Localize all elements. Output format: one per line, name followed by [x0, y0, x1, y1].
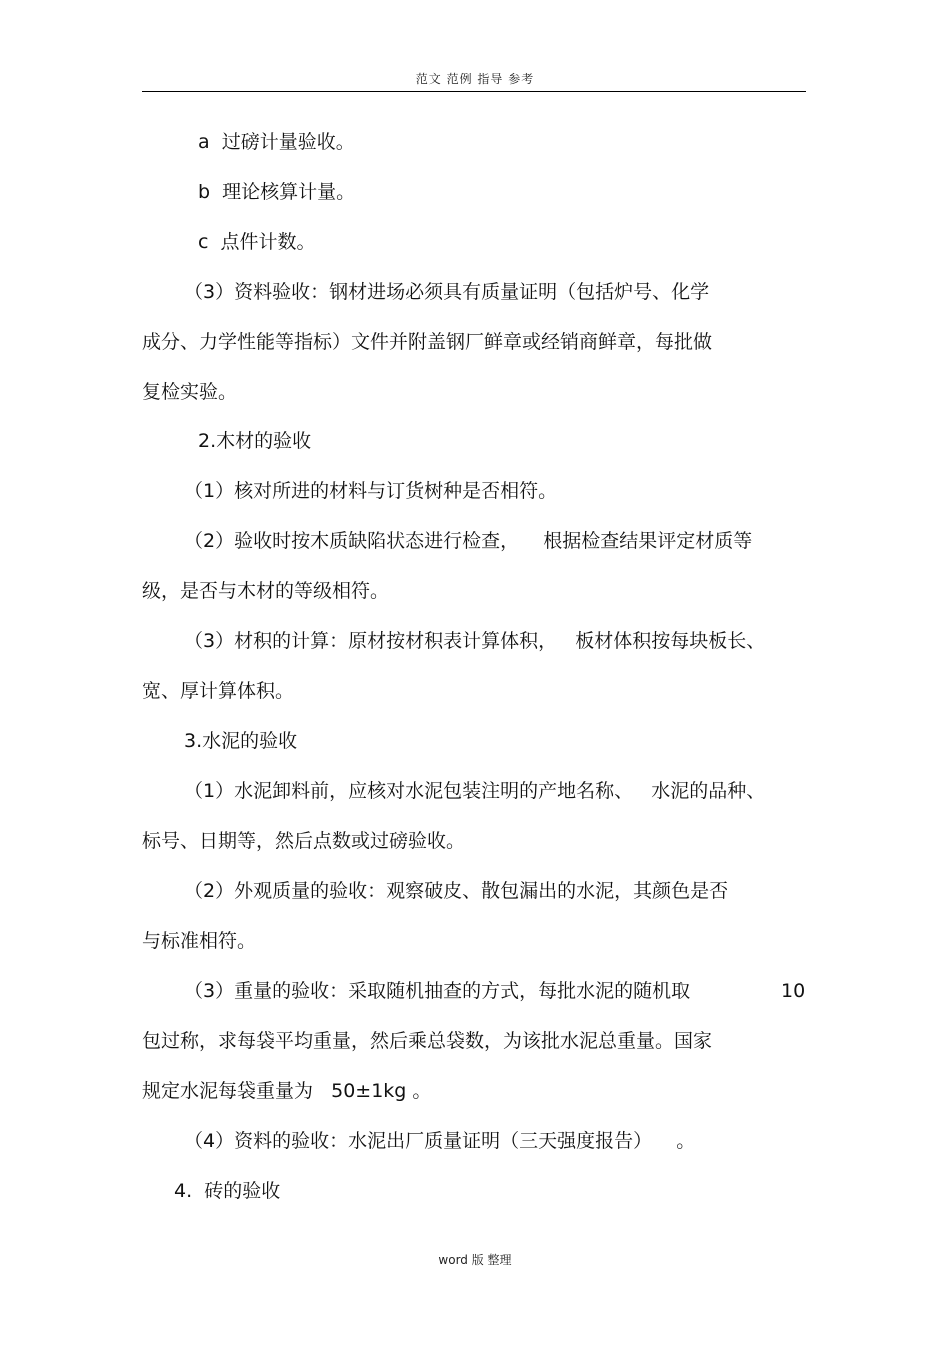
text-line: （3）资料验收：钢材进场必须具有质量证明（包括炉号、化学 [184, 281, 710, 303]
text-line: （3）材积的计算：原材按材积表计算体积， 板材体积按每块板长、 [184, 630, 766, 652]
text-line: 宽、厚计算体积。 [142, 680, 295, 702]
text-line: 复检实验。 [142, 381, 238, 403]
text-line: a 过磅计量验收。 [198, 131, 355, 153]
text-line: 标号、日期等，然后点数或过磅验收。 [142, 830, 466, 852]
text-line: （3）重量的验收：采取随机抽查的方式，每批水泥的随机取 [184, 980, 691, 1002]
text-number: 10 [781, 980, 806, 1002]
text-line: （2）验收时按木质缺陷状态进行检查， 根据检查结果评定材质等 [184, 530, 753, 552]
text-line: 包过称，求每袋平均重量，然后乘总袋数，为该批水泥总重量。国家 [142, 1030, 713, 1052]
section-heading: 4. 砖的验收 [174, 1180, 281, 1202]
page-footer: word 版 整理 [438, 1253, 512, 1267]
text-line: 与标准相符。 [142, 930, 257, 952]
text-line: 成分、力学性能等指标）文件并附盖钢厂鲜章或经销商鲜章，每批做 [142, 331, 713, 353]
text-line: 规定水泥每袋重量为 50±1kg 。 [142, 1080, 432, 1102]
section-heading: 2.木材的验收 [198, 430, 312, 452]
text-line: （4）资料的验收：水泥出厂质量证明（三天强度报告） 。 [184, 1130, 696, 1152]
text-line: （2）外观质量的验收：观察破皮、散包漏出的水泥，其颜色是否 [184, 880, 729, 902]
text-line: c 点件计数。 [198, 231, 316, 253]
text-line: 级，是否与木材的等级相符。 [142, 580, 390, 602]
text-line: b 理论核算计量。 [198, 181, 356, 203]
section-heading: 3.水泥的验收 [184, 730, 298, 752]
header-rule [142, 91, 806, 92]
text-line: （1）水泥卸料前，应核对水泥包装注明的产地名称、 水泥的品种、 [184, 780, 766, 802]
page-header: 范文 范例 指导 参考 [415, 72, 535, 86]
text-line: （1）核对所进的材料与订货树种是否相符。 [184, 480, 558, 502]
